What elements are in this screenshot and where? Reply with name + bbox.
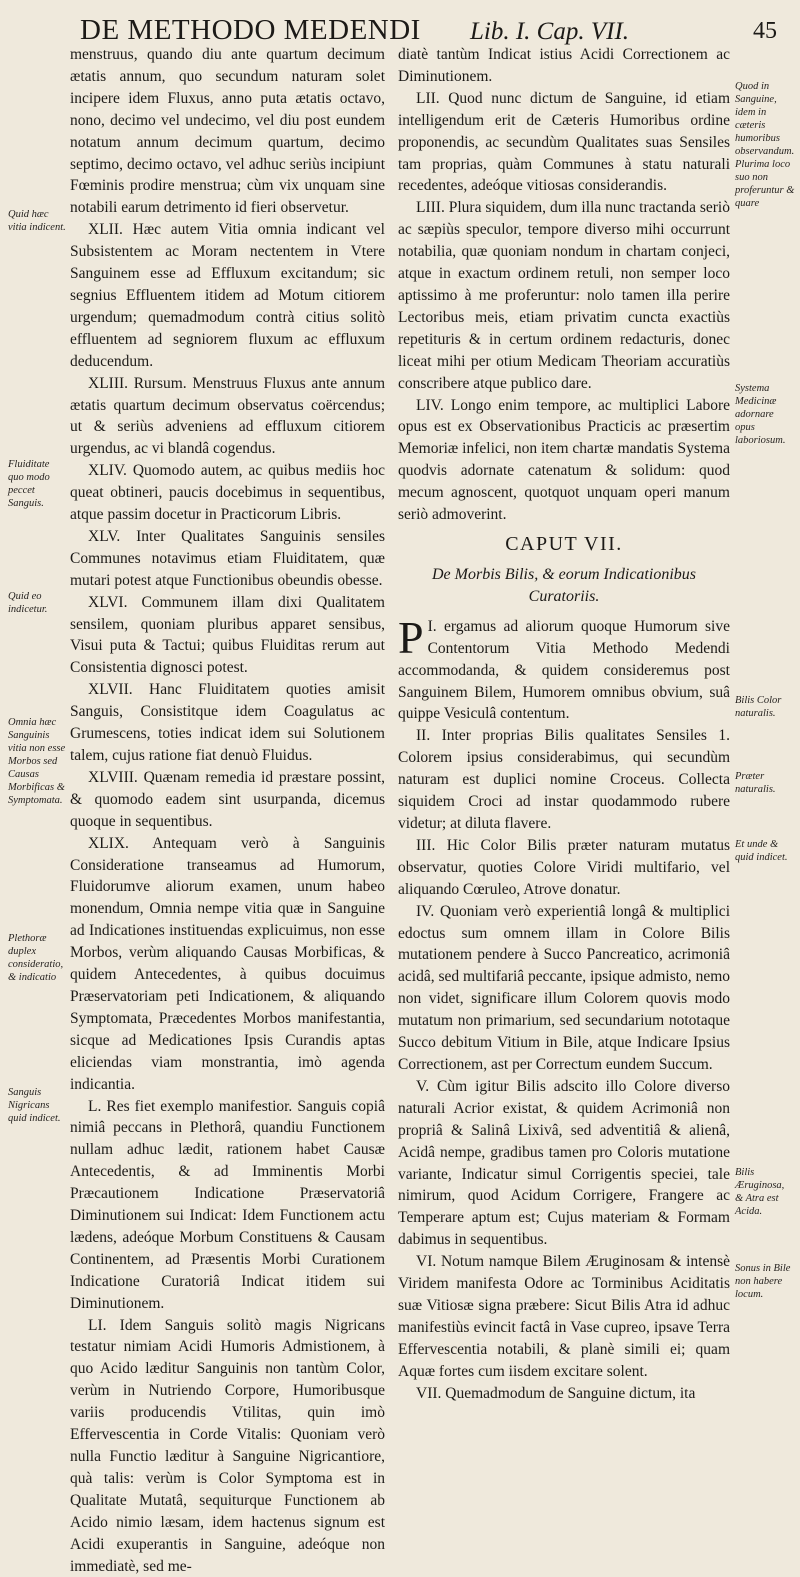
paragraph: LIII. Plura siquidem, dum illa nunc tractanda seriò ac sæpiùs speculor, tempore diverso mihi occurrunt notabilia, quæ quoniam nondum in chartam conjeci, atque in exactum ordinem retuli, non semper loco aptissimo à me proferuntur: nolo tamen illa perire Lectoribus meis, etiam privatim cuncta exactiùs repetituris & in certum ordinem redacturis, donec liceat mihi per otium Medicam Theoriam accuratiùs conscribere atque publico dare.: [398, 199, 730, 392]
margin-note: Plethoræ duplex consideratio, & indicatio: [8, 933, 64, 983]
right-column: [398, 44, 730, 1404]
paragraph-number: I.: [427, 617, 437, 635]
margin-note: Et unde & quid indicet.: [735, 839, 788, 863]
chapter-heading: CAPUT VII.: [505, 532, 623, 555]
book-chapter-ref: Lib. I. Cap. VII.: [470, 18, 630, 45]
page-number: 45: [753, 18, 777, 44]
paragraph: XLIV. Quomodo autem, ac quibus mediis hoc queat obtineri, paucis docebimus in sequentibus, atque passim docetur in Practicorum Libris.: [70, 462, 385, 524]
paragraph: menstruus, quando diu ante quartum decimum ætatis annum, quo secundum naturam solet incipere idem Fluxus, anno puta ætatis octavo, nono, decimo vel undecimo, vel diu post eundem notatum annum decimum quartum, decimo septimo, decimo octavo, vel adhuc seriùs incipiunt Fœminis prodire menstrua; cùm vix unquam sine notabili earum detrimento id fieri observetur.: [70, 46, 385, 217]
paragraph: XLIX. Antequam verò à Sanguinis Consideratione transeamus ad Humorum, Fluidorumve aliorum examen, unum habeo monendum, Omnia nempe vitia quæ in Sanguine ad Indicationes instituendas explicuimus, non esse Morbos, verùm aliquando Causas Morbificas, & quidem Antecedentes, à quibus docuimus Præservatoriam peti Indicationem, & aliquando Symptomata, Præcedentes Morbos manifestantia, sicque ad Medicationes Ipsis Curandis aptas eliciendas viam monstrantia, imò agenda indicantia.: [70, 834, 385, 1093]
margin-note: Sanguis Nigricans quid indicet.: [8, 1087, 61, 1124]
first-paragraph: [398, 611, 730, 726]
running-title: DE METHODO MEDENDI: [80, 14, 421, 46]
margin-note: Bilis Color naturalis.: [735, 695, 782, 719]
drop-cap: P: [398, 611, 424, 663]
margin-note: Præter naturalis.: [735, 771, 776, 795]
margin-note: Quod in Sanguine, idem in cæteris humoribus observandum. Plurima loco suo non proferuntur & quare: [735, 81, 795, 209]
paragraph: XLVIII. Quænam remedia id præstare possint, & quomodo eadem sint usurpanda, dicemus quoque in sequentibus.: [70, 768, 385, 830]
margin-note: Quid eo indicetur.: [8, 591, 48, 615]
paragraph: diatè tantùm Indicat istius Acidi Correctionem ac Diminutionem.: [398, 46, 730, 85]
paragraph: LI. Idem Sanguis solitò magis Nigricans testatur nimiam Acidi Humoris Admistionem, à quo Acido læditur Sanguinis non tantùm Color, verùm in Nutriendo Corpore, Humoribusque variis producendis Vtilitas, quin imò Effervescentia in Corde Vitalis: Quoniam verò nulla Functio læditur à Sanguine Nigricantiore, quà talis: verùm is Color Symptoma est in Qualitate Mutatâ, sequiturque Functionem ab Acido nimio læsam, idem hactenus signum est Acidi exuperantis in Sanguine, adeóque non immediatè, sed me-: [70, 1316, 385, 1575]
margin-note: Omnia hæc Sanguinis vitia non esse Morbos sed Causas Morbificas & Symptomata.: [8, 717, 66, 806]
margin-note: Quid hæc vitia indicent.: [8, 209, 66, 233]
margin-note: Sonus in Bile non habere locum.: [735, 1263, 791, 1300]
paragraph: IV. Quoniam verò experientiâ longâ & multiplici edoctus sum omnem illam in Colore Bilis mutationem pendere à Succo Pancreatico, acrimoniâ acidâ, sed multifariâ peccante, ipsique admisto, nemo non videt, significare illum Colorem quovis modo mutatum non primarium, sed secundarium nototaque Succo debitum Vitium in Bile, atque Indicare Ipsius Correctionem, ast per Correctum eundem Succum.: [398, 902, 730, 1073]
paragraph: LII. Quod nunc dictum de Sanguine, id etiam intelligendum erit de Cæteris Humoribus ordine proponendis, ac secundùm Qualitates suas Sensiles tam proprias, quàm Communes à statu naturali recedentes, adeóque vitiosas considerandis.: [398, 89, 730, 195]
paragraph: XLVI. Communem illam dixi Qualitatem sensilem, quoniam pluribus apparet sensibus, Visui puta & Tactui; quibus Fluiditas rerum aut Consistentia dignosci potest.: [70, 593, 385, 677]
paragraph: XLII. Hæc autem Vitia omnia indicant vel Subsistentem ac Moram nectentem in Vtere Sanguinem esse ad Effluxum excitandum; sic segnius Effluentem itidem ad Motum citiorem urgendum; quemadmodum contrà citius solitò effluentem ad segniorem fluxum ac effluxum deducendum.: [70, 221, 385, 370]
paragraph: II. Inter proprias Bilis qualitates Sensiles 1. Colorem ipsius considerabimus, qui secundùm naturam est duplici nomine Croceus. Collecta siquidem Croci ad instar quodammodo rubere videtur; at diluta flavere.: [398, 727, 730, 832]
margin-note: Systema Medicinæ adornare opus laboriosum.: [735, 383, 786, 446]
paragraph: XLVII. Hanc Fluiditatem quoties amisit Sanguis, Consistitque idem Coagulatus ac Grumescens, toties indicat idem sui Solutionem talem, cujus ratione fiat denuò Fluidus.: [70, 681, 385, 764]
paragraph: L. Res fiet exemplo manifestior. Sanguis copiâ nimiâ peccans in Plethorâ, quandiu Functionem nullam adhuc lædit, rationem habet Causæ Antecedentis, & ad Imminentis Morbi Præcautionem Indicatione Præservatoriâ Diminutionem sui Indicat: Idem Functionem actu lædens, adeóque Morbum Constituens & Causam Continentem, ad Præsentis Morbi Curationem Indicatione Curatoriâ Indicat itidem sui Diminutionem.: [70, 1097, 385, 1312]
margin-note: Bilis Æruginosa, & Atra est Acida.: [735, 1167, 785, 1217]
margin-note: Fluiditate quo modo peccet Sanguis.: [8, 459, 50, 509]
chapter-subheading: De Morbis Bilis, & eorum Indicationibus Curatoriis.: [432, 565, 696, 605]
paragraph: V. Cùm igitur Bilis adscito illo Colore diverso naturali Acrior existat, & quidem Acrimoniâ non propriâ & Salinâ Lixivâ, sed adventitiâ & alienâ, Acidâ nempe, gradibus tamen pro Coloris mutatione variante, Indicatur simul Corrigentis speciei, tale nimirum, quod Acidum Corrigere, Frangere ac Temperare aptum est; Cujus materiam & Formam dabimus in sequentibus.: [398, 1077, 730, 1249]
paragraph: VI. Notum namque Bilem Æruginosam & intensè Viridem manifesta Odore ac Torminibus Aciditatis suæ Vitiosæ signa præbere: Sicut Bilis Atra id adhuc manifestiùs evincit factâ in Vase cupreo, ipsave Terra Effervescentia notabili, & planè simili ei; quam Aquæ fortes cum iisdem excitare solent.: [398, 1253, 730, 1380]
left-column: [70, 44, 385, 1577]
paragraph: III. Hic Color Bilis præter naturam mutatus observatur, quoties Colore Viridi multifario, vel aliquando Cœruleo, Atrove donatur.: [398, 836, 730, 898]
paragraph: LIV. Longo enim tempore, ac multiplici Labore opus est ex Observationibus Practicis ac præsertim Memoriæ infelici, non item chartæ mandatis Systema quodvis adornate catenatum & solidum: quod mecum agnoscent, quotquot unquam operi manum seriò admoverint.: [398, 396, 730, 524]
paragraph: XLIII. Rursum. Menstruus Fluxus ante annum ætatis quartum decimum observatus coërcendus; ut & seriùs adveniens ad effluxum citiorem urgendus, ac vi blandâ cogendus.: [70, 374, 385, 458]
paragraph: XLV. Inter Qualitates Sanguinis sensiles Communes notavimus etiam Fluiditatem, quæ mutari potest atque Functionibus obeundis obesse.: [70, 527, 385, 589]
paragraph-text: ergamus ad aliorum quoque Humorum sive Contentorum Vitia Methodo Medendi accommodanda, & quidem consideremus post Sanguinem Bilem, Humorem omnibus obvium, suâ quippe Vesiculâ contentum.: [398, 617, 730, 723]
paragraph: VII. Quemadmodum de Sanguine dictum, ita: [416, 1384, 696, 1402]
